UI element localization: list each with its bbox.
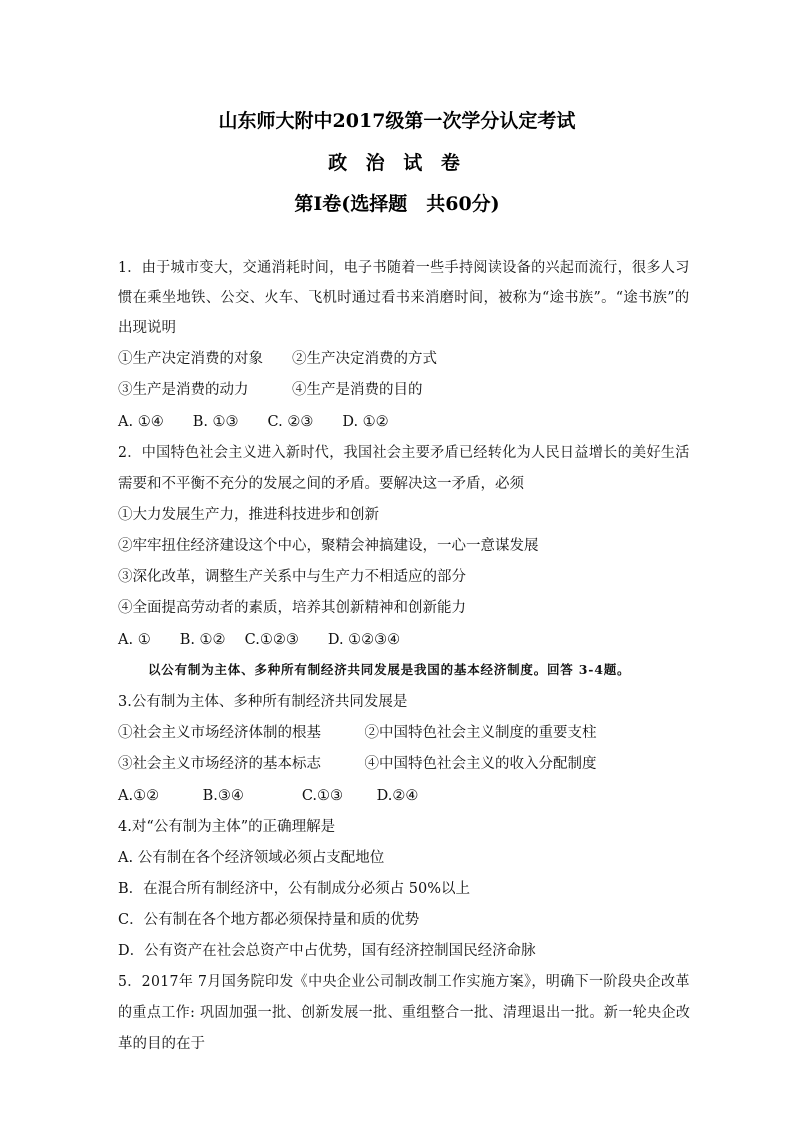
question-4-option-c: C．公有制在各个地方都必须保持量和质的优势 xyxy=(118,912,420,928)
question-1-options-line-1: ①生产决定消费的对象 ②生产决定消费的方式 xyxy=(118,351,437,367)
question-4-stem: 4.对“公有制为主体”的正确理解是 xyxy=(118,819,336,835)
question-1-answer-choices: A. ①④ B. ①③ C. ②③ D. ①② xyxy=(118,414,389,430)
question-1-stem-line-2: 惯在乘坐地铁、公交、火车、飞机时通过看书来消磨时间，被称为“途书族”。“途书族”的 xyxy=(118,290,690,306)
question-3-options-line-1: ①社会主义市场经济体制的根基 ②中国特色社会主义制度的重要支柱 xyxy=(118,725,597,741)
question-5-stem-line-3: 革的目的在于 xyxy=(118,1036,205,1052)
section-title: 第Ⅰ卷(选择题 共60分) xyxy=(294,193,500,215)
question-4-option-b: B．在混合所有制经济中，公有制成分必须占 50%以上 xyxy=(118,881,470,897)
question-3-options-line-2: ③社会主义市场经济的基本标志 ④中国特色社会主义的收入分配制度 xyxy=(118,756,597,772)
question-1-options-line-2: ③生产是消费的动力 ④生产是消费的目的 xyxy=(118,382,423,398)
question-4-option-a: A. 公有制在各个经济领域必须占支配地位 xyxy=(118,850,385,866)
question-2-option-1: ①大力发展生产力，推进科技进步和创新 xyxy=(118,507,379,523)
question-3-answer-choices: A.①② B.③④ C.①③ D.②④ xyxy=(118,788,419,804)
question-2-option-2: ②牢牢扭住经济建设这个中心，聚精会神搞建设，一心一意谋发展 xyxy=(118,538,539,554)
question-2-stem-line-2: 需要和不平衡不充分的发展之间的矛盾。要解决这一矛盾，必须 xyxy=(118,476,524,492)
question-2-stem-line-1: 2．中国特色社会主义进入新时代，我国社会主要矛盾已经转化为人民日益增长的美好生活 xyxy=(118,445,690,461)
question-2-option-4: ④全面提高劳动者的素质，培养其创新精神和创新能力 xyxy=(118,600,466,616)
question-2-option-3: ③深化改革，调整生产关系中与生产力不相适应的部分 xyxy=(118,569,466,585)
question-1-stem-line-1: 1．由于城市变大，交通消耗时间，电子书随着一些手持阅读设备的兴起而流行，很多人习 xyxy=(118,260,690,276)
subject-title: 政 治 试 卷 xyxy=(328,152,466,174)
question-5-stem-line-1: 5．2017年 7月国务院印发《中央企业公司制改制工作实施方案》，明确下一阶段央企改革 xyxy=(118,974,690,990)
question-5-stem-line-2: 的重点工作: 巩固加强一批、创新发展一批、重组整合一批、清理退出一批。新一轮央企改 xyxy=(118,1005,691,1021)
question-1-stem-line-3: 出现说明 xyxy=(118,320,176,336)
question-2-answer-choices: A. ① B. ①② C.①②③ D. ①②③④ xyxy=(118,632,401,648)
passage-note: 以公有制为主体、多种所有制经济共同发展是我国的基本经济制度。回答 3-4题。 xyxy=(148,662,631,677)
question-4-option-d: D．公有资产在社会总资产中占优势，国有经济控制国民经济命脉 xyxy=(118,943,536,959)
question-3-stem: 3.公有制为主体、多种所有制经济共同发展是 xyxy=(118,694,408,710)
exam-title: 山东师大附中2017级第一次学分认定考试 xyxy=(218,110,576,132)
